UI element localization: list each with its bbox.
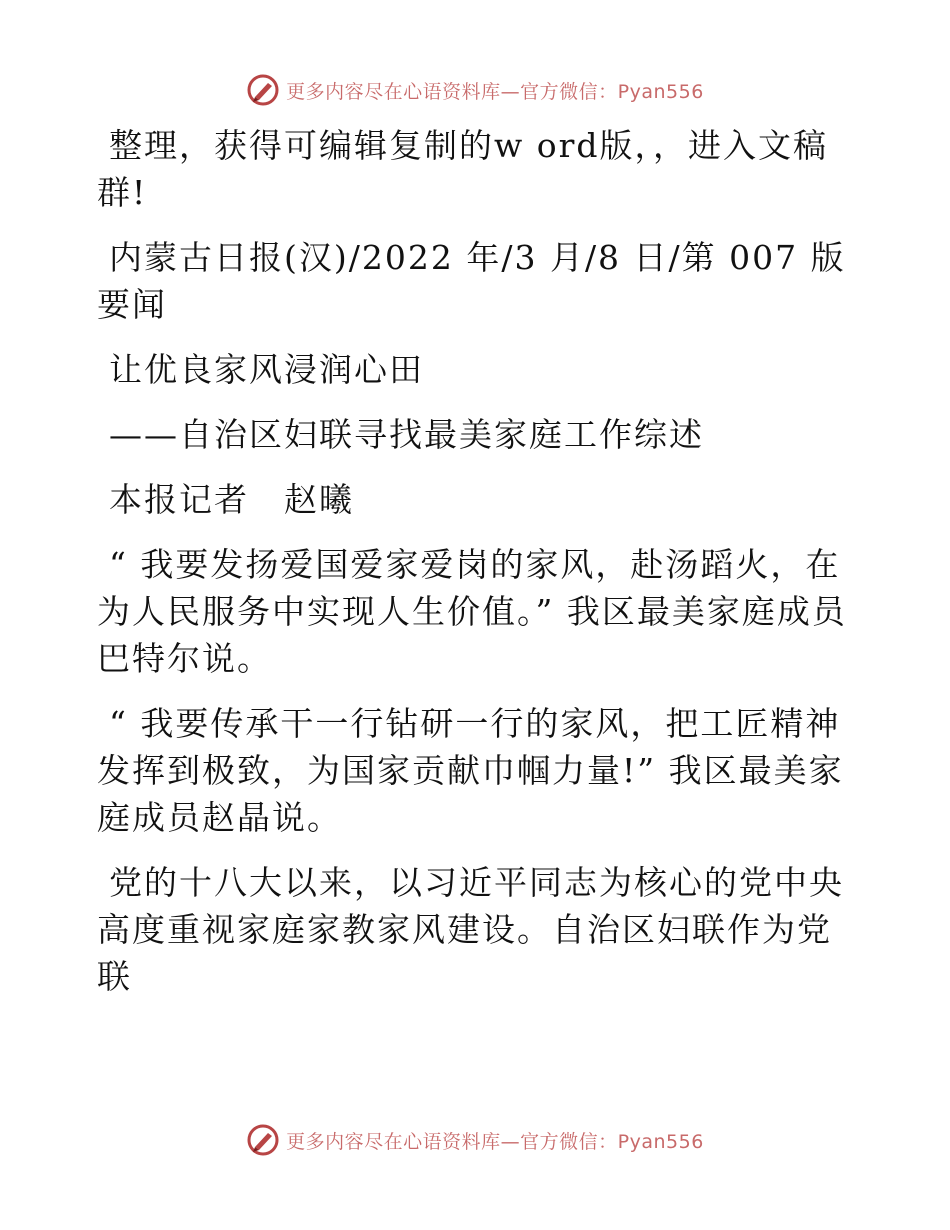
paragraph-body-1: 党的十八大以来，以习近平同志为核心的党中央高度重视家庭家教家风建设。自治区妇联作为党联	[97, 863, 844, 996]
article-title: 让优良家风浸润心田	[109, 350, 424, 389]
paragraph-quote-1: “ 我要发扬爱国爱家爱岗的家风，赴汤蹈火，在为人民服务中实现人生价值。” 我区最美家庭成员巴特尔说。	[97, 545, 847, 678]
footer-banner-text: 更多内容尽在心语资料库—官方微信：Pyan556	[286, 1130, 704, 1153]
paragraph-quote-2: “ 我要传承干一行钻研一行的家风，把工匠精神发挥到极致，为国家贡献巾帼力量!” 我区最美家庭成员赵晶说。	[97, 704, 844, 837]
header-banner	[0, 70, 950, 110]
article-subtitle: ——自治区妇联寻找最美家庭工作综述	[109, 415, 704, 454]
paragraph-source-line: 内蒙古日报(汉)/2022 年/3 月/8 日/第 007 版要闻	[97, 238, 846, 324]
pen-logo-icon	[246, 1123, 280, 1157]
pen-logo-icon	[246, 73, 280, 107]
header-banner-text: 更多内容尽在心语资料库—官方微信：Pyan556	[286, 80, 704, 103]
footer-banner	[0, 1120, 950, 1160]
document-body	[97, 122, 857, 1018]
article-byline: 本报记者 赵曦	[109, 480, 354, 519]
paragraph-intro-note: 整理，获得可编辑复制的w ord版，，进入文稿群!	[97, 126, 829, 212]
